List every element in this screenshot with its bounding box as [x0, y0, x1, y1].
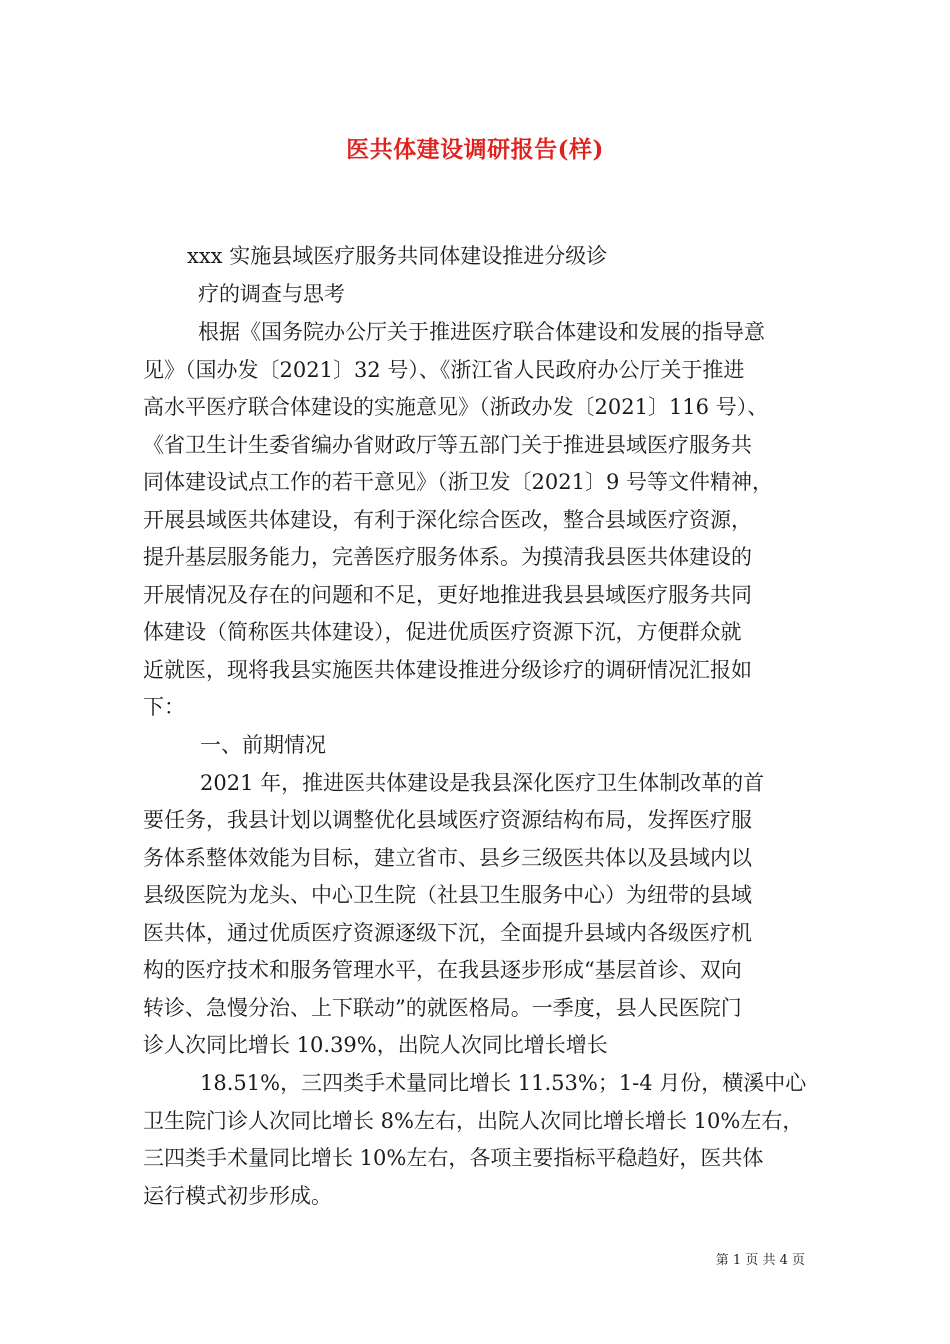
paragraph-1-line-11: 下：: [143, 695, 185, 719]
section-heading: 一、前期情况: [200, 733, 326, 757]
paragraph-1-line-7: 提升基层服务能力，完善医疗服务体系。为摸清我县医共体建设的: [143, 545, 752, 569]
paragraph-2-line-2: 要任务，我县计划以调整优化县域医疗资源结构布局，发挥医疗服: [143, 808, 752, 832]
paragraph-1-line-10: 近就医，现将我县实施医共体建设推进分级诊疗的调研情况汇报如: [143, 658, 752, 682]
paragraph-2-line-8: 诊人次同比增长 10.39%，出院人次同比增长增长: [143, 1033, 608, 1057]
paragraph-2-line-1: 2021 年，推进医共体建设是我县深化医疗卫生体制改革的首: [200, 771, 765, 795]
paragraph-2-line-6: 构的医疗技术和服务管理水平，在我县逐步形成“基层首诊、双向: [143, 958, 742, 982]
paragraph-1-line-9: 体建设（简称医共体建设），促进优质医疗资源下沉，方便群众就: [143, 620, 742, 644]
paragraph-2-line-3: 务体系整体效能为目标，建立省市、县乡三级医共体以及县域内以: [143, 846, 752, 870]
paragraph-3-line-4: 运行模式初步形成。: [143, 1184, 332, 1208]
paragraph-3-line-3: 三四类手术量同比增长 10%左右，各项主要指标平稳趋好，医共体: [143, 1146, 764, 1170]
paragraph-3-line-2: 卫生院门诊人次同比增长 8%左右，出院人次同比增长增长 10%左右，: [143, 1109, 804, 1133]
paragraph-3-line-1: 18.51%，三四类手术量同比增长 11.53%；1-4 月份，横溪中心: [200, 1071, 807, 1095]
subtitle-line-1: xxx 实施县域医疗服务共同体建设推进分级诊: [187, 244, 608, 268]
paragraph-2-line-7: 转诊、急慢分治、上下联动”的就医格局。一季度，县人民医院门: [143, 996, 742, 1020]
paragraph-2-line-4: 县级医院为龙头、中心卫生院（社县卫生服务中心）为纽带的县域: [143, 883, 752, 907]
subtitle-line-2: 疗的调查与思考: [198, 282, 345, 306]
paragraph-1-line-8: 开展情况及存在的问题和不足，更好地推进我县县域医疗服务共同: [143, 583, 752, 607]
paragraph-2-line-5: 医共体，通过优质医疗资源逐级下沉，全面提升县域内各级医疗机: [143, 921, 752, 945]
paragraph-1-line-3: 高水平医疗联合体建设的实施意见》（浙政办发〔2021〕116 号）、: [143, 395, 769, 419]
paragraph-1-line-1: 根据《国务院办公厅关于推进医疗联合体建设和发展的指导意: [198, 320, 765, 344]
page-number-footer: 第 1 页 共 4 页: [715, 1253, 805, 1268]
paragraph-1-line-6: 开展县域医共体建设，有利于深化综合医改，整合县域医疗资源，: [143, 508, 752, 532]
document-title: 医共体建设调研报告(样): [346, 136, 604, 163]
paragraph-1-line-5: 同体建设试点工作的若干意见》（浙卫发〔2021〕9 号等文件精神，: [143, 470, 773, 494]
paragraph-1-line-4: 《省卫生计生委省编办省财政厅等五部门关于推进县域医疗服务共: [143, 433, 752, 457]
paragraph-1-line-2: 见》（国办发〔2021〕32 号）、《浙江省人民政府办公厅关于推进: [143, 358, 745, 382]
